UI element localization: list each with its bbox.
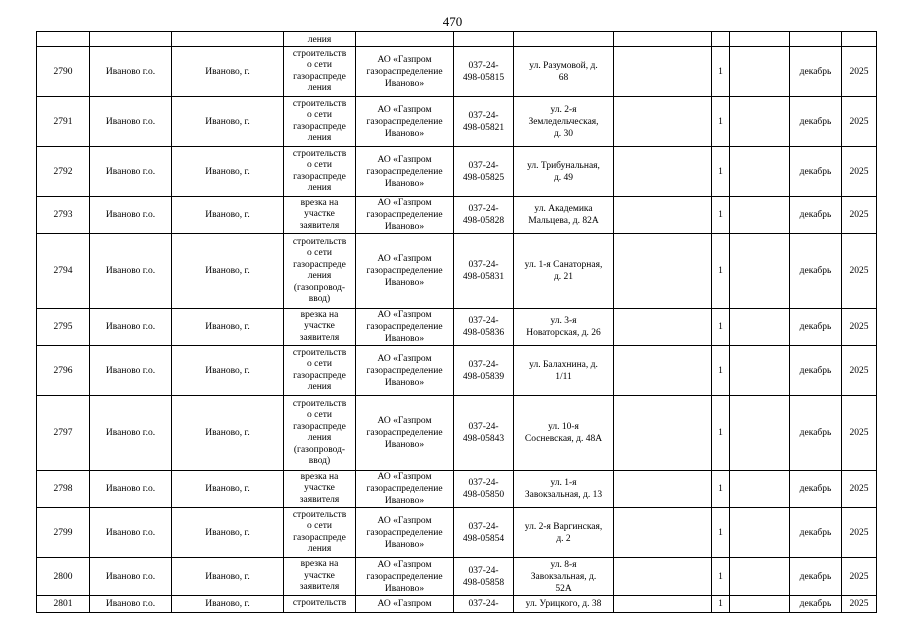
cell-empty — [614, 346, 712, 396]
cell-district: Иваново г.о. — [90, 471, 172, 508]
cell-city: Иваново, г. — [172, 346, 284, 396]
cell-work-type: строительств о сети газораспреде ления — [284, 97, 356, 147]
cell-year: 2025 — [842, 47, 877, 97]
cell-code: 037-24- 498-05836 — [454, 309, 514, 346]
cell-number: 2800 — [37, 558, 90, 596]
cell-address: ул. 8-я Завокзальная, д. 52А — [514, 558, 614, 596]
cell-city: Иваново, г. — [172, 197, 284, 234]
cell-address: ул. 2-я Варгинская, д. 2 — [514, 508, 614, 558]
cell-city: Иваново, г. — [172, 309, 284, 346]
cell-month: декабрь — [790, 47, 842, 97]
table-row — [37, 97, 877, 147]
cell-empty — [790, 32, 842, 47]
cell-organization: АО «Газпром газораспределение Иваново» — [356, 508, 454, 558]
cell-address: ул. Балахнина, д. 1/11 — [514, 346, 614, 396]
cell-number: 2801 — [37, 596, 90, 613]
cell-organization: АО «Газпром газораспределение Иваново» — [356, 97, 454, 147]
cell-year: 2025 — [842, 197, 877, 234]
cell-mark: 1 — [712, 147, 730, 197]
cell-month: декабрь — [790, 558, 842, 596]
cell-work-type: строительств — [284, 596, 356, 613]
cell-empty — [614, 508, 712, 558]
cell-address: ул. 3-я Новаторская, д. 26 — [514, 309, 614, 346]
cell-empty — [730, 346, 790, 396]
cell-year: 2025 — [842, 396, 877, 471]
cell-district: Иваново г.о. — [90, 508, 172, 558]
cell-number: 2799 — [37, 508, 90, 558]
cell-empty — [842, 32, 877, 47]
cell-month: декабрь — [790, 234, 842, 309]
cell-code: 037-24- — [454, 596, 514, 613]
cell-number: 2794 — [37, 234, 90, 309]
cell-number: 2796 — [37, 346, 90, 396]
cell-mark: 1 — [712, 346, 730, 396]
cell-district: Иваново г.о. — [90, 309, 172, 346]
cell-city: Иваново, г. — [172, 234, 284, 309]
cell-empty — [730, 197, 790, 234]
cell-city: Иваново, г. — [172, 97, 284, 147]
table-row — [37, 309, 877, 346]
table-row — [37, 197, 877, 234]
cell-empty — [614, 471, 712, 508]
page-number: 470 — [442, 14, 463, 29]
cell-code: 037-24- 498-05825 — [454, 147, 514, 197]
cell-city: Иваново, г. — [172, 596, 284, 613]
cell-empty — [90, 32, 172, 47]
cell-organization: АО «Газпром газораспределение Иваново» — [356, 396, 454, 471]
cell-empty — [454, 32, 514, 47]
table-body — [37, 32, 877, 613]
cell-empty — [614, 97, 712, 147]
table-row — [37, 396, 877, 471]
cell-empty — [730, 558, 790, 596]
table-row — [37, 558, 877, 596]
cell-empty — [614, 558, 712, 596]
cell-number: 2797 — [37, 396, 90, 471]
cell-empty — [730, 508, 790, 558]
cell-empty — [730, 396, 790, 471]
cell-address: ул. 2-я Земледельческая, д. 30 — [514, 97, 614, 147]
cell-work-type: строительств о сети газораспреде ления (газопровод- ввод) — [284, 234, 356, 309]
cell-organization: АО «Газпром газораспределение Иваново» — [356, 147, 454, 197]
table-row — [37, 234, 877, 309]
cell-code: 037-24- 498-05839 — [454, 346, 514, 396]
table-row — [37, 508, 877, 558]
cell-organization: АО «Газпром газораспределение Иваново» — [356, 471, 454, 508]
cell-work-type: врезка на участке заявителя — [284, 558, 356, 596]
cell-mark: 1 — [712, 309, 730, 346]
cell-address: ул. 1-я Завокзальная, д. 13 — [514, 471, 614, 508]
cell-organization: АО «Газпром газораспределение Иваново» — [356, 197, 454, 234]
cell-district: Иваново г.о. — [90, 97, 172, 147]
cell-district: Иваново г.о. — [90, 346, 172, 396]
cell-mark: 1 — [712, 234, 730, 309]
cell-address: ул. Урицкого, д. 38 — [514, 596, 614, 613]
cell-organization: АО «Газпром — [356, 596, 454, 613]
cell-city: Иваново, г. — [172, 508, 284, 558]
cell-empty — [614, 596, 712, 613]
cell-district: Иваново г.о. — [90, 197, 172, 234]
cell-number: 2798 — [37, 471, 90, 508]
cell-work-type: врезка на участке заявителя — [284, 309, 356, 346]
cell-code: 037-24- 498-05815 — [454, 47, 514, 97]
cell-mark: 1 — [712, 596, 730, 613]
table-row — [37, 471, 877, 508]
cell-work-fragment: ления — [284, 32, 356, 47]
cell-month: декабрь — [790, 508, 842, 558]
cell-district: Иваново г.о. — [90, 234, 172, 309]
cell-organization: АО «Газпром газораспределение Иваново» — [356, 346, 454, 396]
cell-mark: 1 — [712, 47, 730, 97]
cell-mark: 1 — [712, 558, 730, 596]
cell-empty — [730, 596, 790, 613]
cell-mark: 1 — [712, 396, 730, 471]
cell-empty — [730, 47, 790, 97]
cell-address: ул. 1-я Санаторная, д. 21 — [514, 234, 614, 309]
cell-number: 2795 — [37, 309, 90, 346]
cell-month: декабрь — [790, 309, 842, 346]
cell-organization: АО «Газпром газораспределение Иваново» — [356, 234, 454, 309]
cell-organization: АО «Газпром газораспределение Иваново» — [356, 309, 454, 346]
table-row-fragment — [37, 32, 877, 47]
cell-work-type: врезка на участке заявителя — [284, 471, 356, 508]
cell-organization: АО «Газпром газораспределение Иваново» — [356, 47, 454, 97]
cell-work-type: строительств о сети газораспреде ления (газопровод- ввод) — [284, 396, 356, 471]
cell-work-type: строительств о сети газораспреде ления — [284, 508, 356, 558]
cell-city: Иваново, г. — [172, 47, 284, 97]
cell-number: 2793 — [37, 197, 90, 234]
cell-district: Иваново г.о. — [90, 558, 172, 596]
cell-city: Иваново, г. — [172, 396, 284, 471]
cell-code: 037-24- 498-05828 — [454, 197, 514, 234]
cell-empty — [514, 32, 614, 47]
cell-city: Иваново, г. — [172, 147, 284, 197]
cell-code: 037-24- 498-05858 — [454, 558, 514, 596]
cell-organization: АО «Газпром газораспределение Иваново» — [356, 558, 454, 596]
cell-address: ул. Разумовой, д. 68 — [514, 47, 614, 97]
table-row — [37, 47, 877, 97]
cell-year: 2025 — [842, 596, 877, 613]
cell-work-type: строительств о сети газораспреде ления — [284, 47, 356, 97]
cell-empty — [172, 32, 284, 47]
cell-number: 2792 — [37, 147, 90, 197]
cell-work-type: строительств о сети газораспреде ления — [284, 147, 356, 197]
cell-code: 037-24- 498-05850 — [454, 471, 514, 508]
cell-code: 037-24- 498-05831 — [454, 234, 514, 309]
cell-district: Иваново г.о. — [90, 596, 172, 613]
cell-empty — [712, 32, 730, 47]
cell-mark: 1 — [712, 508, 730, 558]
cell-month: декабрь — [790, 471, 842, 508]
cell-address: ул. 10-я Сосневская, д. 48А — [514, 396, 614, 471]
cell-year: 2025 — [842, 147, 877, 197]
cell-empty — [730, 471, 790, 508]
cell-empty — [730, 234, 790, 309]
cell-year: 2025 — [842, 234, 877, 309]
cell-district: Иваново г.о. — [90, 396, 172, 471]
cell-empty — [37, 32, 90, 47]
table-row — [37, 346, 877, 396]
cell-city: Иваново, г. — [172, 471, 284, 508]
cell-work-type: строительств о сети газораспреде ления — [284, 346, 356, 396]
cell-district: Иваново г.о. — [90, 47, 172, 97]
cell-code: 037-24- 498-05821 — [454, 97, 514, 147]
cell-empty — [730, 97, 790, 147]
cell-year: 2025 — [842, 346, 877, 396]
cell-month: декабрь — [790, 197, 842, 234]
cell-address: ул. Академика Мальцева, д. 82А — [514, 197, 614, 234]
cell-code: 037-24- 498-05854 — [454, 508, 514, 558]
cell-empty — [356, 32, 454, 47]
cell-empty — [614, 147, 712, 197]
cell-year: 2025 — [842, 508, 877, 558]
cell-work-type: врезка на участке заявителя — [284, 197, 356, 234]
cell-empty — [614, 197, 712, 234]
cell-empty — [614, 32, 712, 47]
cell-empty — [730, 147, 790, 197]
cell-year: 2025 — [842, 309, 877, 346]
cell-mark: 1 — [712, 471, 730, 508]
table-row — [37, 596, 877, 613]
cell-empty — [730, 309, 790, 346]
cell-address: ул. Трибунальная, д. 49 — [514, 147, 614, 197]
cell-empty — [614, 396, 712, 471]
cell-city: Иваново, г. — [172, 558, 284, 596]
cell-year: 2025 — [842, 471, 877, 508]
gasification-table — [36, 31, 877, 613]
cell-code: 037-24- 498-05843 — [454, 396, 514, 471]
cell-empty — [730, 32, 790, 47]
cell-empty — [614, 234, 712, 309]
cell-year: 2025 — [842, 558, 877, 596]
cell-mark: 1 — [712, 97, 730, 147]
cell-empty — [614, 309, 712, 346]
cell-empty — [614, 47, 712, 97]
cell-month: декабрь — [790, 396, 842, 471]
cell-month: декабрь — [790, 346, 842, 396]
cell-mark: 1 — [712, 197, 730, 234]
cell-month: декабрь — [790, 97, 842, 147]
cell-district: Иваново г.о. — [90, 147, 172, 197]
cell-number: 2791 — [37, 97, 90, 147]
cell-month: декабрь — [790, 147, 842, 197]
cell-month: декабрь — [790, 596, 842, 613]
table-row — [37, 147, 877, 197]
cell-number: 2790 — [37, 47, 90, 97]
cell-year: 2025 — [842, 97, 877, 147]
